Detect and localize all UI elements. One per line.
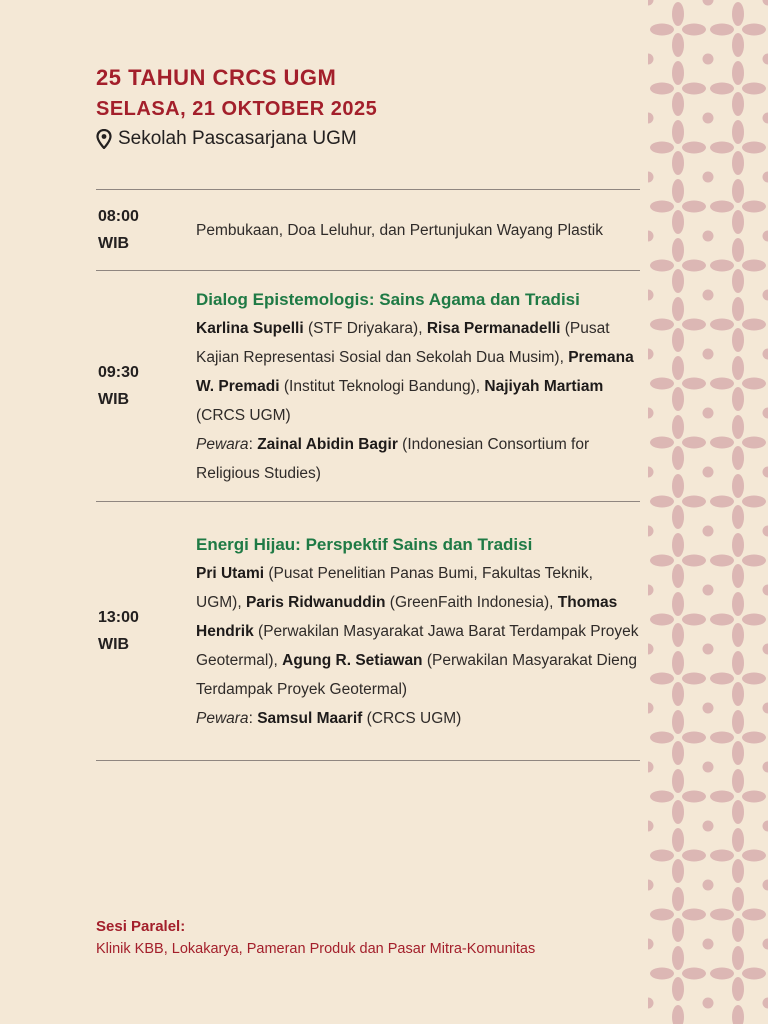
- speaker-affiliation: (GreenFaith Indonesia): [389, 593, 550, 611]
- time-zone: WIB: [98, 391, 130, 408]
- speaker-name: Thomas Hendrik: [196, 593, 618, 640]
- speaker-name: Paris Ridwanuddin: [245, 593, 386, 611]
- speaker-name: Najiyah Martiam: [484, 377, 604, 395]
- session-time: [96, 604, 196, 658]
- moderator-affiliation: (CRCS UGM): [366, 709, 462, 727]
- session-time: [96, 359, 196, 413]
- parallel-title: Sesi Paralel:: [96, 918, 186, 935]
- speaker-separator: ,: [549, 593, 558, 611]
- session-title: Dialog Epistemologis: Sains Agama dan Tradisi: [196, 289, 580, 309]
- moderator-label: Pewara: [196, 709, 249, 727]
- parallel-title-text: Sesi Paralel: [96, 918, 181, 935]
- floral-batik-pattern: [648, 0, 768, 1024]
- moderator-name: Samsul Maarif: [257, 709, 363, 727]
- moderator-label: Pewara: [196, 435, 249, 453]
- speaker-list: [196, 559, 640, 704]
- speaker-separator: ,: [273, 651, 283, 669]
- parallel-items: Klinik KBB, Lokakarya, Pameran Produk dan Pasar Mitra-Komunitas: [96, 941, 536, 957]
- moderator-affiliation: (Indonesian Consortium for Religious Studies): [196, 435, 590, 482]
- speaker-name: Risa Permanadelli: [426, 319, 561, 337]
- event-title: 25 TAHUN CRCS UGM: [96, 65, 337, 90]
- time-value: 08:00: [98, 208, 139, 225]
- moderator: Pewara: Zainal Abidin Bagir (Indonesian Consortium for Religious Studies): [196, 435, 590, 482]
- time-zone: WIB: [98, 235, 130, 252]
- speaker-separator: ,: [559, 348, 569, 366]
- moderator: Pewara: Samsul Maarif (CRCS UGM): [196, 709, 462, 727]
- moderator-name: Zainal Abidin Bagir: [257, 435, 398, 453]
- speaker-list: [196, 314, 640, 430]
- speaker-affiliation: (Pusat Kajian Representasi Sosial dan Sekolah Dua Musim): [196, 319, 610, 366]
- speaker-separator: ,: [475, 377, 485, 395]
- session-content: [196, 216, 640, 245]
- speaker-name: Pri Utami: [196, 564, 265, 582]
- speaker-separator: ,: [418, 319, 427, 337]
- schedule-table: [96, 189, 640, 761]
- schedule-row-energy: [96, 501, 640, 761]
- speaker-affiliation: (CRCS UGM): [196, 406, 291, 424]
- session-content: [196, 285, 640, 488]
- speaker-name: Karlina Supelli: [196, 319, 304, 337]
- parallel-sessions: [96, 916, 535, 960]
- location-pin-icon: [96, 129, 112, 149]
- schedule-row-dialog: [96, 270, 640, 501]
- speaker-separator: ,: [237, 593, 246, 611]
- schedule-row-opening: [96, 189, 640, 270]
- speaker-affiliation: (Perwakilan Masyarakat Dieng Terdampak Proyek Geotermal): [196, 651, 638, 698]
- session-title: Energi Hijau: Perspektif Sains dan Tradisi: [196, 534, 533, 554]
- session-time: [96, 203, 196, 257]
- event-date: SELASA, 21 OKTOBER 2025: [96, 98, 378, 120]
- speaker-name: Premana W. Premadi: [196, 348, 634, 395]
- speaker-affiliation: (Perwakilan Masyarakat Jawa Barat Terdampak Proyek Geotermal): [196, 622, 639, 669]
- time-value: 09:30: [98, 364, 139, 381]
- speaker-affiliation: (Pusat Penelitian Panas Bumi, Fakultas Teknik, UGM): [196, 564, 593, 611]
- speaker-name: Agung R. Setiawan: [282, 651, 423, 669]
- time-zone: WIB: [98, 636, 130, 653]
- event-venue: [96, 126, 377, 152]
- speaker-affiliation: (Institut Teknologi Bandung): [283, 377, 476, 395]
- venue-text: Sekolah Pascasarjana UGM: [118, 128, 357, 149]
- session-description: Pembukaan, Doa Leluhur, dan Pertunjukan Wayang Plastik: [196, 221, 603, 239]
- event-header: [96, 64, 377, 152]
- speaker-affiliation: (STF Driyakara): [307, 319, 419, 337]
- session-content: [196, 530, 640, 733]
- time-value: 13:00: [98, 609, 139, 626]
